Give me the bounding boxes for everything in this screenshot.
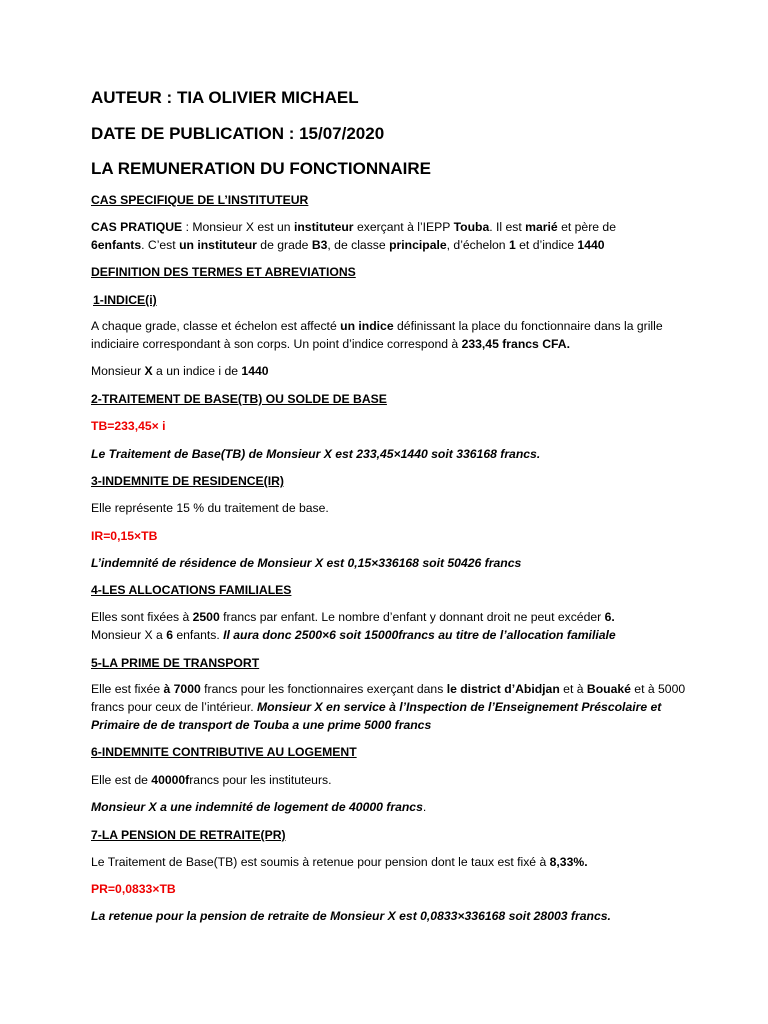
result-ir: L’indemnité de résidence de Monsieur X est 0,15×336168 soit 50426 francs — [91, 556, 522, 570]
indice-paragraph: A chaque grade, classe et échelon est affecté un indice définissant la place du fonctionnaire dans la grille indiciaire correspondant à son corps. Un point d’indice correspond à 233,45 francs CFA. — [91, 319, 663, 351]
transport-paragraph: Elle est fixée à 7000 francs pour les fonctionnaires exerçant dans le district d’Abidjan et à Bouaké et à 5000 francs pour ceux de l’intérieur. Monsieur X en service à l’Inspection de l’Enseignement Préscolaire et Primaire de de transport de Touba a une prime 5000 francs — [91, 682, 686, 732]
result-tb: Le Traitement de Base(TB) de Monsieur X est 233,45×1440 soit 336168 francs. — [91, 447, 541, 461]
section-heading-pension: 7-LA PENSION DE RETRAITE(PR) — [91, 828, 286, 842]
case-paragraph: CAS PRATIQUE : Monsieur X est un instituteur exerçant à l’IEPP Touba. Il est marié et père de 6enfants. C’est un instituteur de grade B3, de classe principale, d’échelon 1 et d’indice 1440 — [91, 220, 616, 252]
formula-ir: IR=0,15×TB — [91, 529, 158, 543]
formula-pr: PR=0,0833×TB — [91, 882, 176, 896]
allocations-paragraph: Elles sont fixées à 2500 francs par enfant. Le nombre d’enfant y donnant droit ne peut excéder 6. Monsieur X a 6 enfants. Il aura donc 2500×6 soit 15000francs au titre de l’allocation familiale — [91, 610, 616, 642]
section-heading-indice: 1-INDICE(i) — [93, 293, 157, 307]
section-heading-transport: 5-LA PRIME DE TRANSPORT — [91, 656, 260, 670]
section-heading-traitement: 2-TRAITEMENT DE BASE(TB) OU SOLDE DE BASE — [91, 392, 387, 406]
author-line: AUTEUR : TIA OLIVIER MICHAEL — [91, 88, 359, 107]
formula-tb: TB=233,45× i — [91, 419, 166, 433]
section-heading-residence: 3-INDEMNITE DE RESIDENCE(IR) — [91, 474, 284, 488]
publication-date: DATE DE PUBLICATION : 15/07/2020 — [91, 124, 385, 143]
section-heading-allocations: 4-LES ALLOCATIONS FAMILIALES — [91, 583, 292, 597]
section-heading-logement: 6-INDEMNITE CONTRIBUTIVE AU LOGEMENT — [91, 745, 357, 759]
indice-value-line: Monsieur X a un indice i de 1440 — [91, 364, 269, 378]
pension-text: Le Traitement de Base(TB) est soumis à retenue pour pension dont le taux est fixé à 8,33%. — [91, 855, 588, 869]
residence-text: Elle représente 15 % du traitement de base. — [91, 501, 329, 515]
case-label: CAS PRATIQUE — [91, 220, 183, 234]
logement-text: Elle est de 40000francs pour les instituteurs. — [91, 773, 332, 787]
definitions-heading: DEFINITION DES TERMES ET ABREVIATIONS — [91, 265, 356, 279]
result-pr: La retenue pour la pension de retraite de Monsieur X est 0,0833×336168 soit 28003 francs. — [91, 909, 611, 923]
subtitle-heading: CAS SPECIFIQUE DE L’INSTITUTEUR — [91, 193, 309, 207]
document-title: LA REMUNERATION DU FONCTIONNAIRE — [91, 159, 431, 178]
result-logement: Monsieur X a une indemnité de logement de 40000 francs. — [91, 800, 427, 814]
